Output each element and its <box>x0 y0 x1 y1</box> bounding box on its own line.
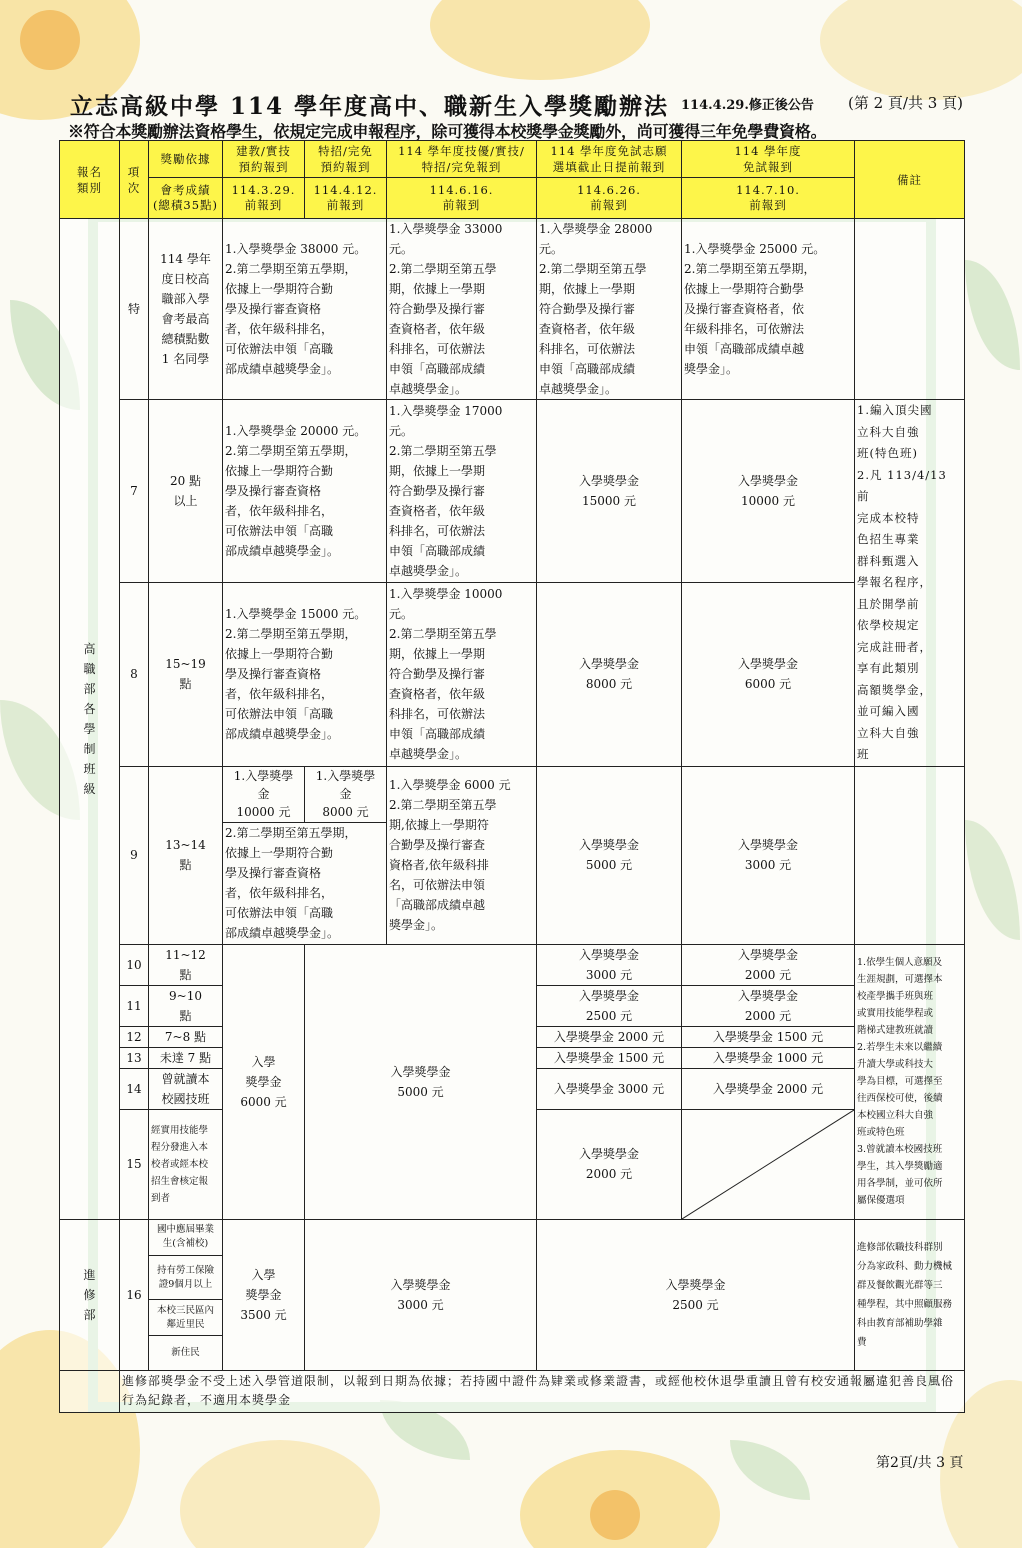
page-number-bottom: 第2頁/共 3 頁 <box>876 1455 964 1471</box>
reward-a: 1.入學獎學 金 10000 元 <box>223 767 305 823</box>
remark-top: 1.編入頂尖國 立科大自強 班(特色班) 2.凡 113/4/13 前 完成本校特 色招生專業 群科甄選入 學報名程序， 且於開學前 依學校規定 完成註冊者， 享有此類別 高額獎學金， 並可編入國 立科大自強 班 <box>855 400 965 767</box>
reward-d: 入學獎學金 2000 元 <box>537 1026 682 1047</box>
flower-decoration <box>180 1440 380 1548</box>
item-number: 8 <box>120 583 149 766</box>
reward-d: 入學獎學金 15000 元 <box>537 400 682 583</box>
reward-e: 入學獎學金 2000 元 <box>682 985 855 1026</box>
header-col-c-date: 114.6.16. 前報到 <box>387 178 537 219</box>
reward-e: 入學獎學金 10000 元 <box>682 400 855 583</box>
flower-decoration <box>20 10 80 70</box>
item-number: 16 <box>120 1219 149 1370</box>
flower-decoration <box>820 0 1022 100</box>
reward-d: 入學獎學金 3000 元 <box>537 944 682 985</box>
reward-d: 入學獎學金 2500 元 <box>537 985 682 1026</box>
basis-cell: 11~12 點 <box>149 944 223 985</box>
reward-a: 入學 獎學金 3500 元 <box>223 1219 305 1370</box>
reward-c: 1.入學獎學金 6000 元 2.第二學期至第五學 期,依據上一學期符 合勤學及操行審查 資格者,依年級科排 名，可依辦法申領 「高職部成績卓越 獎學金」。 <box>387 766 537 944</box>
page-title: 立志高級中學 114 學年度高中、職新生入學獎勵辦法 <box>70 93 670 120</box>
reward-ab: 1.入學獎學金 38000 元。 2.第二學期至第五學期， 依據上一學期符合勤 學及操行審查資格 者，依年級科排名， 可依辦法申領「高職 部成績卓越獎學金」。 <box>223 219 387 400</box>
remark-empty <box>855 766 965 944</box>
table-row <box>60 944 965 985</box>
reward-e-diagonal <box>682 1109 855 1219</box>
reward-d: 入學獎學金 1500 元 <box>537 1047 682 1068</box>
reward-d: 入學獎學金 3000 元 <box>537 1068 682 1109</box>
header-basis-sub: 會考成績 (總積35點) <box>149 178 223 219</box>
item-number: 12 <box>120 1026 149 1047</box>
header-col-e-date: 114.7.10. 前報到 <box>682 178 855 219</box>
header-col-e: 114 學年度 免試報到 <box>682 141 855 178</box>
remark-empty <box>855 219 965 400</box>
basis-cell: 20 點 以上 <box>149 400 223 583</box>
leaf-decoration <box>965 260 1020 370</box>
table-row <box>60 400 965 583</box>
scholarship-table <box>59 140 965 1413</box>
item-number: 14 <box>120 1068 149 1109</box>
page-number-top: (第 2 頁/共 3 頁) <box>848 94 963 112</box>
reward-d: 1.入學獎學金 28000 元。 2.第二學期至第五學 期，依據上一學期 符合勤學及操行審 查資格者，依年級 科排名，可依辦法 申領「高職部成績 卓越獎學金」。 <box>537 219 682 400</box>
basis-cell: 經實用技能學 程分發進入本 校者或經本校 招生會核定報 到者 <box>149 1109 223 1219</box>
item-number: 11 <box>120 985 149 1026</box>
table-header-row <box>60 141 965 178</box>
reward-e: 入學獎學金 2000 元 <box>682 1068 855 1109</box>
header-item: 項 次 <box>120 141 149 219</box>
header-col-a-date: 114.3.29. 前報到 <box>223 178 305 219</box>
group-night: 進 修 部 <box>60 1219 120 1370</box>
basis-item: 本校三民區內 鄰近里民 <box>149 1300 222 1336</box>
reward-ab-subtable <box>223 767 386 944</box>
item-number: 特 <box>120 219 149 400</box>
table-row <box>60 1219 965 1370</box>
reward-e: 入學獎學金 2000 元 <box>682 944 855 985</box>
basis-stack <box>149 1220 222 1370</box>
basis-item: 國中應屆畢業 生(含補校) <box>149 1220 222 1256</box>
footnote-text: 進修部獎學金不受上述入學管道限制，以報到日期為依據；若持國中證件為肄業或修業證書，或經他校休退學重讀且曾有校安通報屬違犯善良風俗行為紀錄者，不適用本獎學金 <box>120 1370 965 1412</box>
remark-mid: 1.依學生個人意願及 生涯規劃，可選擇本 校產學攜手班與班 或實用技能學程或 階梯式建教班就讀 2.若學生未來以繼續 升讀大學或科技大 學為目標，可選擇至 往西保校可使，後續 本校國立科大自強 班或特色班 3.曾就讀本校國技班 學生，其入學獎勵適 用各學制，並可依所 屬保優選項 <box>855 944 965 1219</box>
item-number: 7 <box>120 400 149 583</box>
reward-bc: 入學獎學金 3000 元 <box>305 1219 537 1370</box>
reward-e: 入學獎學金 1000 元 <box>682 1047 855 1068</box>
header-basis: 獎勵依據 <box>149 141 223 178</box>
reward-a-merged: 入學 獎學金 6000 元 <box>223 944 305 1219</box>
item-number: 13 <box>120 1047 149 1068</box>
header-col-b-date: 114.4.12. 前報到 <box>305 178 387 219</box>
item-number: 15 <box>120 1109 149 1219</box>
group-vocational: 高 職 部 各 學 制 班 級 <box>60 219 120 1220</box>
reward-d: 入學獎學金 5000 元 <box>537 766 682 944</box>
eligibility-note: ※符合本獎勵辦法資格學生，依規定完成申報程序，除可獲得本校獎學金獎勵外，尚可獲得三年免學費資格。 <box>68 122 827 141</box>
header-type: 報名 類別 <box>60 141 120 219</box>
leaf-decoration <box>965 820 1020 940</box>
basis-stack-cell <box>149 1219 223 1370</box>
reward-de: 入學獎學金 2500 元 <box>537 1219 855 1370</box>
reward-ab-split <box>223 766 387 944</box>
basis-cell: 7~8 點 <box>149 1026 223 1047</box>
reward-ab: 1.入學獎學金 15000 元。 2.第二學期至第五學期， 依據上一學期符合勤 學及操行審查資格 者，依年級科排名， 可依辦法申領「高職 部成績卓越獎學金」。 <box>223 583 387 766</box>
basis-item: 新住民 <box>171 1346 200 1358</box>
diagonal-line <box>682 1110 854 1219</box>
table-row <box>60 219 965 400</box>
header-col-d: 114 學年度免試志願 選填截止日提前報到 <box>537 141 682 178</box>
table-row-footnote <box>60 1370 965 1412</box>
item-number: 9 <box>120 766 149 944</box>
leaf-decoration <box>730 1440 810 1500</box>
basis-cell: 13~14 點 <box>149 766 223 944</box>
reward-b: 1.入學獎學 金 8000 元 <box>315 769 376 820</box>
header-col-c: 114 學年度技優/實技/ 特招/完免報到 <box>387 141 537 178</box>
reward-c: 1.入學獎學金 10000 元。 2.第二學期至第五學 期，依據上一學期 符合勤學及操行審 查資格者，依年級 科排名，可依辦法 申領「高職部成績 卓越獎學金」。 <box>387 583 537 766</box>
reward-d: 入學獎學金 2000 元 <box>537 1109 682 1219</box>
basis-cell: 15~19 點 <box>149 583 223 766</box>
table-row <box>60 766 965 944</box>
flower-decoration <box>590 1490 640 1540</box>
reward-e: 入學獎學金 3000 元 <box>682 766 855 944</box>
header-col-a: 建教/實技 預約報到 <box>223 141 305 178</box>
reward-ab: 1.入學獎學金 20000 元。 2.第二學期至第五學期， 依據上一學期符合勤 學及操行審查資格 者，依年級科排名， 可依辦法申領「高職 部成績卓越獎學金」。 <box>223 400 387 583</box>
title-row <box>70 88 970 118</box>
basis-cell: 未達 7 點 <box>149 1047 223 1068</box>
remark-night: 進修部依職技科群別 分為家政科、動力機械 群及餐飲觀光群等三 種學程，其中照顧服務 科由教育部補助學雜 費 <box>855 1219 965 1370</box>
reward-ab-second: 2.第二學期至第五學期， 依據上一學期符合勤 學及操行審查資格 者，依年級科排名， 可依辦法申領「高職 部成績卓越獎學金」。 <box>223 823 386 944</box>
basis-item: 持有勞工保險 證9個月以上 <box>149 1256 222 1300</box>
header-col-b: 特招/完免 預約報到 <box>305 141 387 178</box>
basis-cell: 9~10 點 <box>149 985 223 1026</box>
basis-cell: 114 學年 度日校高 職部入學 會考最高 總積點數 1 名同學 <box>149 219 223 400</box>
reward-bc-merged: 入學獎學金 5000 元 <box>305 944 537 1219</box>
item-number: 10 <box>120 944 149 985</box>
table-header-row-dates <box>60 178 965 219</box>
reward-e: 入學獎學金 1500 元 <box>682 1026 855 1047</box>
reward-e: 1.入學獎學金 25000 元。 2.第二學期至第五學期， 依據上一學期符合勤學 及操行審查資格者，依 年級科排名，可依辦法 申領「高職部成績卓越 獎學金」。 <box>682 219 855 400</box>
reward-c: 1.入學獎學金 17000 元。 2.第二學期至第五學 期，依據上一學期 符合勤學及操行審 查資格者，依年級 科排名，可依辦法 申領「高職部成績 卓越獎學金」。 <box>387 400 537 583</box>
revision-note: 114.4.29.修正後公告 <box>681 98 814 113</box>
header-remark: 備註 <box>855 141 965 219</box>
reward-d: 入學獎學金 8000 元 <box>537 583 682 766</box>
basis-cell: 曾就讀本 校國技班 <box>149 1068 223 1109</box>
reward-e: 入學獎學金 6000 元 <box>682 583 855 766</box>
footnote-spacer <box>60 1370 120 1412</box>
reward-c: 1.入學獎學金 33000 元。 2.第二學期至第五學 期，依據上一學期 符合勤學及操行審 查資格者，依年級 科排名，可依辦法 申領「高職部成績 卓越獎學金」。 <box>387 219 537 400</box>
table-row <box>60 583 965 766</box>
header-col-d-date: 114.6.26. 前報到 <box>537 178 682 219</box>
flower-decoration <box>430 0 650 80</box>
